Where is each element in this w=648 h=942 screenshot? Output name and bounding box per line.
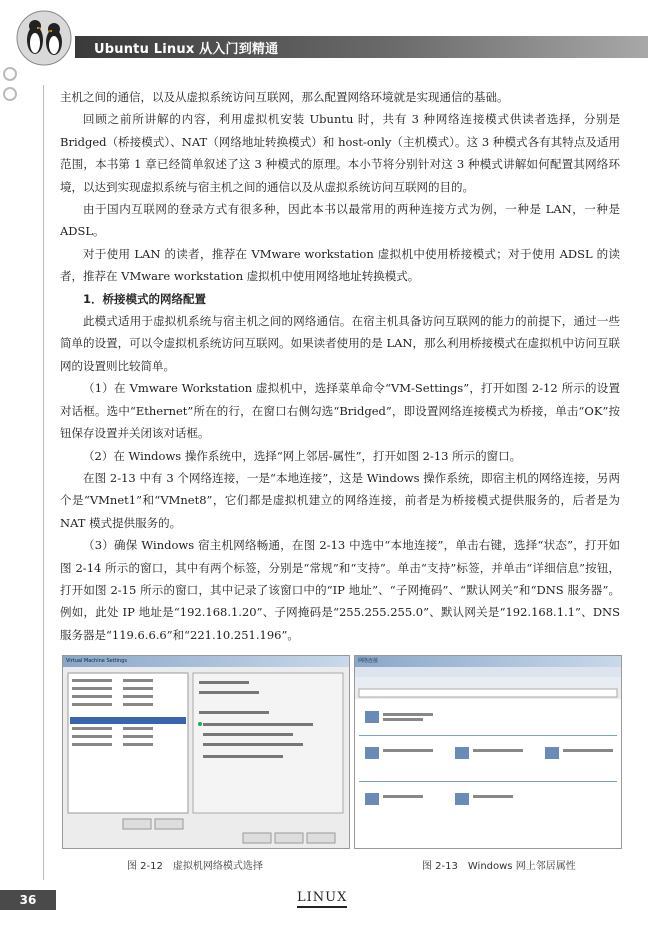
section-heading: 1．桥接模式的网络配置	[83, 291, 207, 306]
paragraph: 由于国内互联网的登录方式有很多种，因此本书以最常用的两种连接方式为例，一种是 LAN，一种是 ADSL。	[60, 202, 620, 239]
paragraph: 主机之间的通信，以及从虚拟系统访问互联网，那么配置网络环境就是实现通信的基础。	[60, 90, 509, 104]
paragraph: 此模式适用于虚拟机系统与宿主机之间的网络通信。在宿主机具备访问互联网的能力的前提下，通过一些简单的设置，可以令虚拟机系统访问互联网。如果读者使用的是 LAN，那么利用桥接模式在虚拟机中访问互联网的设置则比较简单。	[60, 314, 620, 373]
side-decoration	[0, 60, 26, 860]
footer-logo: LINUX	[297, 890, 347, 908]
paragraph: 对于使用 LAN 的读者，推荐在 VMware workstation 虚拟机中使用桥接模式；对于使用 ADSL 的读者，推荐在 VMware workstation 虚拟机中使用网络地址转换模式。	[60, 246, 620, 284]
network-connections-illustration	[355, 667, 621, 848]
paragraph: （2）在 Windows 操作系统中，选择“网上邻居-属性”，打开如图 2-13 所示的窗口。	[83, 448, 522, 463]
page-number: 36	[0, 890, 56, 910]
figure-vm-settings-screenshot	[62, 655, 350, 849]
margin-rule	[43, 85, 44, 880]
book-title: Ubuntu Linux 从入门到精通	[94, 42, 279, 57]
figure-caption: 图 2-12 虚拟机网络模式选择	[127, 861, 263, 872]
paragraph: （3）确保 Windows 宿主机网络畅通，在图 2-13 中选中“本地连接”，单击右键，选择“状态”，打开如图 2-14 所示的窗口，其中有两个标签，分别是“常规”和“支持”。单击“支持”标签，并单击“详细信息”按钮，打开如图 2-15 所示的窗口，其中记录了该窗口中的“IP 地址”、“子网掩码”、“默认网关”和“DNS 服务器”。例如，此处 IP 地址是“192.168.1.20”、子网掩码是“255.255.255.0”、默认网关是“192.168.1.1”、DNS 服务器是“119.6.6.6”和“221.10.251.196”。	[60, 538, 620, 642]
window-title: Virtual Machine Settings	[63, 656, 349, 667]
figure-network-connections-screenshot	[354, 655, 622, 849]
figure-caption: 图 2-13 Windows 网上邻居属性	[422, 861, 576, 872]
window-title: 网络连接	[355, 656, 621, 667]
figures	[62, 655, 618, 875]
paragraph: （1）在 Vmware Workstation 虚拟机中，选择菜单命令“VM-Settings”，打开如图 2-12 所示的设置对话框。选中“Ethernet”所在的行，在窗口右侧勾选“Bridged”，即设置网络连接模式为桥接，单击“OK”按钮保存设置并关闭该对话框。	[60, 381, 620, 441]
penguin-logo	[8, 6, 80, 66]
body-text	[60, 86, 620, 646]
vm-settings-dialog-illustration	[63, 667, 349, 848]
paragraph: 在图 2-13 中有 3 个网络连接，一是“本地连接”，这是 Windows 操作系统，即宿主机的网络连接，另两个是“VMnet1”和“VMnet8”，它们都是虚拟机建立的网络连接，前者是为桥接模式提供服务的，后者是为 NAT 模式提供服务的。	[60, 470, 620, 530]
paragraph: 回顾之前所讲解的内容，利用虚拟机安装 Ubuntu 时，共有 3 种网络连接模式供读者选择，分别是 Bridged（桥接模式）、NAT（网络地址转换模式）和 host-only（主机模式）。这 3 种模式各有其特点及适用范围，本书第 1 章已经简单叙述了这 3 种模式的原理。本小节将分别针对这 3 种模式讲解如何配置其网络环境，以达到实现虚拟系统与宿主机之间的通信以及从虚拟系统访问互联网的目的。	[60, 112, 620, 194]
page-header	[0, 0, 648, 62]
